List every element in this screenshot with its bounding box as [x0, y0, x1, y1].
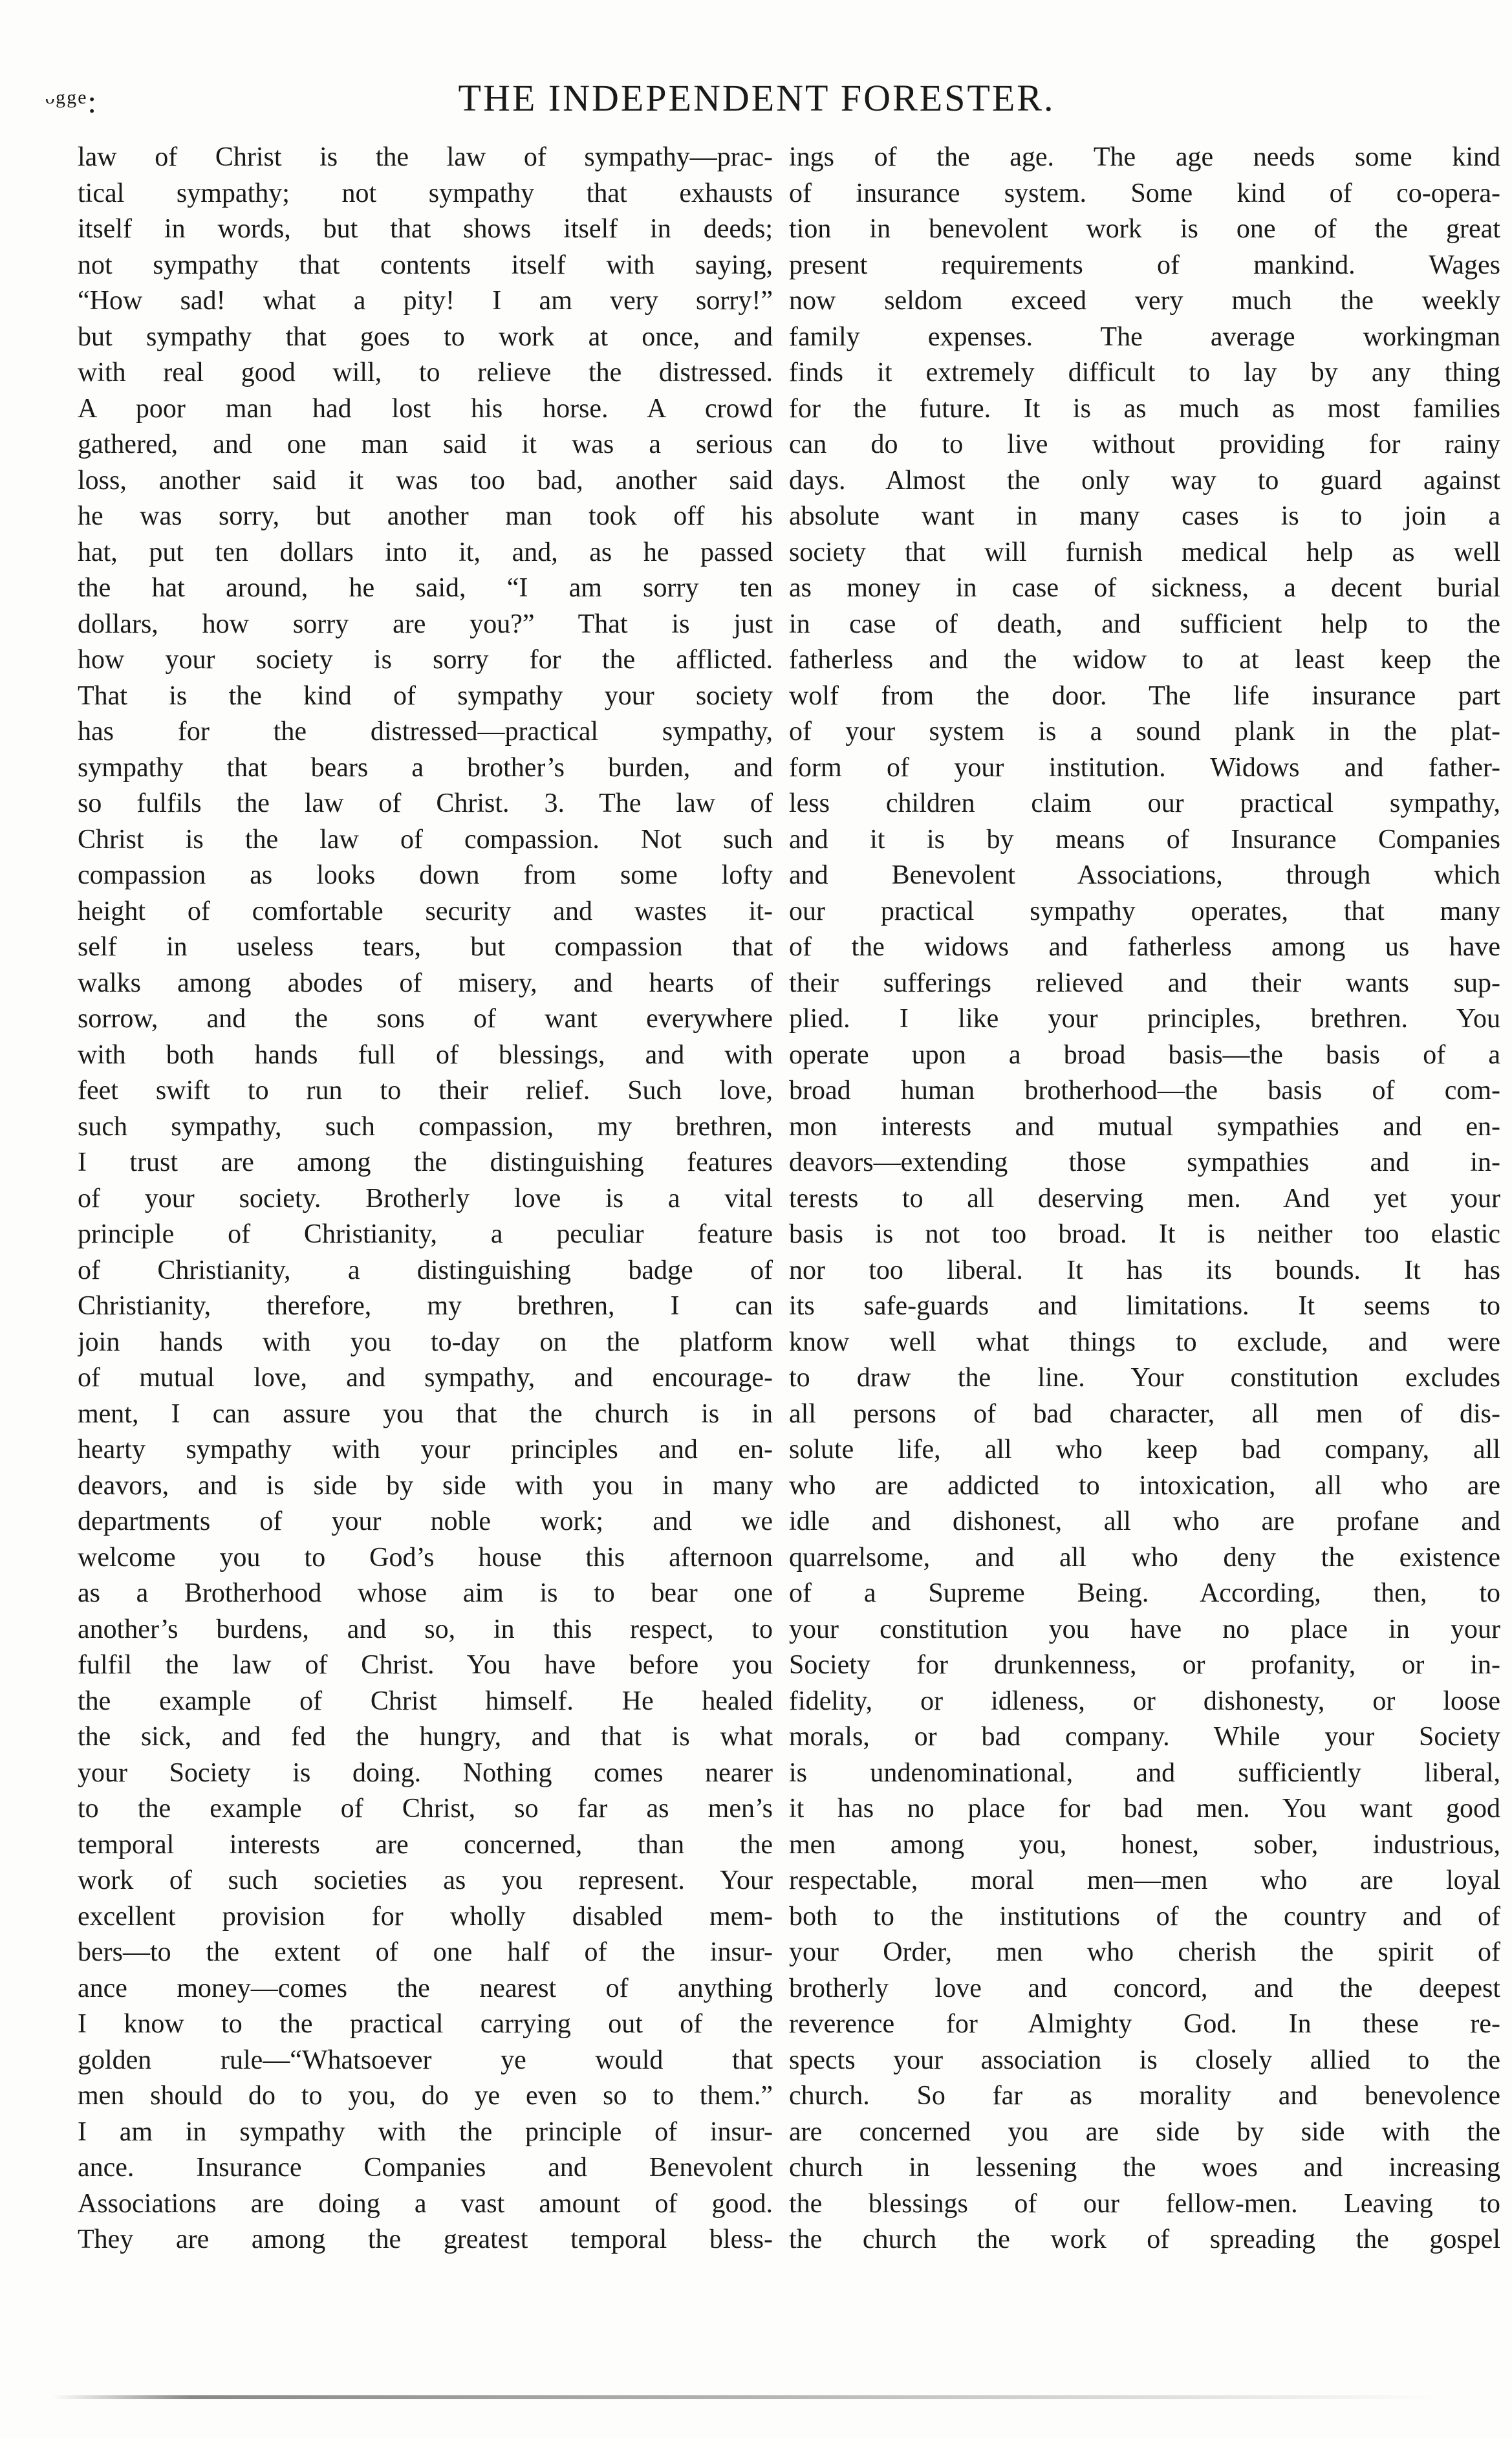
bottom-smudge: [52, 2395, 1442, 2399]
left-column: [78, 140, 773, 2307]
right-column: [789, 140, 1500, 2307]
running-title: THE INDEPENDENT FORESTER.: [458, 77, 1055, 119]
right-column-text: ings of the age. The age needs some kind of insurance system. Some kind of co-opera- tion in benevolent work is one of the great present requirements of mankind. Wages now seldom exceed very much the weekly family expenses. The average workingman finds it extremely difficult to lay by any thing for the future. It is as much as most families can do to live without providing for rainy days. Almost the only way to guard against absolute want in many cases is to join a society that will furnish medical help as well as money in case of sickness, a decent burial in case of death, and sufficient help to the fatherless and the widow to at least keep the wolf from the door. The life insurance part of your system is a sound plank in the plat- form of your institution. Widows and father- less children claim our practical sympathy, and it is by means of Insurance Companies and Benevolent Associations, through which our practical sympathy operates, that many of the widows and fatherless among us have their sufferings relieved and their wants sup- plied. I like your principles, brethren. You operate upon a broad basis—the basis of a broad human brotherhood—the basis of com- mon interests and mutual sympathies and en- deavors—extending those sympathies and in- terests to all deserving men. And yet your basis is not too broad. It is neither too elastic nor too liberal. It has its bounds. It has its safe-guards and limitations. It seems to know well what things to exclude, and were to draw the line. Your constitution excludes all persons of bad character, all men of dis- solute life, all who keep bad company, all who are addicted to intoxication, all who are idle and dishonest, all who are profane and quarrelsome, and all who deny the existence of a Supreme Being. According, then, to your constitution you have no place in your Society for drunkenness, or profanity, or in- fidelity, or idleness, or dishonesty, or loose morals, or bad company. While your Society is undenominational, and sufficiently liberal, it has no place for bad men. You want good men among you, honest, sober, industrious, respectable, moral men—men who are loyal both to the institutions of the country and of your Order, men who cherish the spirit of brotherly love and concord, and the deepest reverence for Almighty God. In these re- spects your association is closely allied to the church. So far as morality and benevolence are concerned you are side by side with the church in lessening the woes and increasing the blessings of our fellow-men. Leaving to the church the work of spreading the gospel: [789, 142, 1500, 2254]
page-number: ᵕᵍᵍᵉ:: [45, 83, 98, 120]
page-header: [45, 76, 1468, 135]
left-column-text: law of Christ is the law of sympathy—prac- tical sympathy; not sympathy that exhausts itself in words, but that shows itself in deeds; not sympathy that contents itself with saying, “How sad! what a pity! I am very sorry!” but sympathy that goes to work at once, and with real good will, to relieve the distressed. A poor man had lost his horse. A crowd gathered, and one man said it was a serious loss, another said it was too bad, another said he was sorry, but another man took off his hat, put ten dollars into it, and, as he passed the hat around, he said, “I am sorry ten dollars, how sorry are you?” That is just how your society is sorry for the afflicted. That is the kind of sympathy your society has for the distressed—practical sympathy, sympathy that bears a brother’s burden, and so fulfils the law of Christ. 3. The law of Christ is the law of compassion. Not such compassion as looks down from some lofty height of comfortable security and wastes it- self in useless tears, but compassion that walks among abodes of misery, and hearts of sorrow, and the sons of want everywhere with both hands full of blessings, and with feet swift to run to their relief. Such love, such sympathy, such compassion, my brethren, I trust are among the distinguishing features of your society. Brotherly love is a vital principle of Christianity, a peculiar feature of Christianity, a distinguishing badge of Christianity, therefore, my brethren, I can join hands with you to-day on the platform of mutual love, and sympathy, and encourage- ment, I can assure you that the church is in hearty sympathy with your principles and en- deavors, and is side by side with you in many departments of your noble work; and we welcome you to God’s house this afternoon as a Brotherhood whose aim is to bear one another’s burdens, and so, in this respect, to fulfil the law of Christ. You have before you the example of Christ himself. He healed the sick, and fed the hungry, and that is what your Society is doing. Nothing comes nearer to the example of Christ, so far as men’s temporal interests are concerned, than the work of such societies as you represent. Your excellent provision for wholly disabled mem- bers—to the extent of one half of the insur- ance money—comes the nearest of anything I know to the practical carrying out of the golden rule—“Whatsoever ye would that men should do to you, do ye even so to them.” I am in sympathy with the principle of insur- ance. Insurance Companies and Benevolent Associations are doing a vast amount of good. They are among the greatest temporal bless-: [78, 142, 773, 2254]
text-columns: [78, 140, 1500, 2307]
